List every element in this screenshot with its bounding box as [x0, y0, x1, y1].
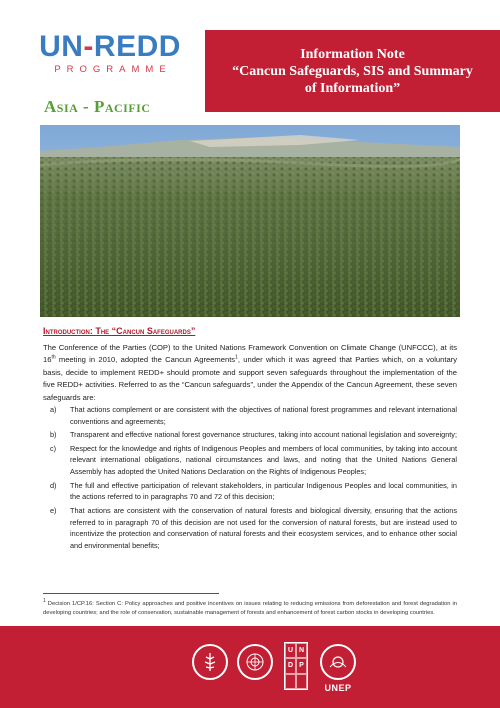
section-heading: Introduction: The “Cancun Safeguards” — [43, 326, 196, 336]
header-line-1: Information Note — [300, 46, 405, 62]
logo-programme: PROGRAMME — [54, 64, 172, 75]
list-item-label: b) — [50, 430, 57, 440]
undp-letter: U — [285, 643, 296, 658]
header-line-2: “Cancun Safeguards, SIS and Summary — [232, 63, 473, 79]
list-item-text: That actions complement or are consistent with the objectives of national forest programmes and relevant international conventions and agreements; — [70, 405, 457, 426]
list-item — [43, 443, 457, 478]
list-item-text: Respect for the knowledge and rights of Indigenous Peoples and members of local communities, by taking into account relevant international obligations, national circumstances and laws, and noting that the United Nations General Assembly has adopted the United Nations Declaration on the Rights of Indigenous Peoples; — [70, 443, 457, 477]
logo-dash: - — [83, 30, 94, 63]
list-item-text: That actions are consistent with the conservation of natural forests and biological diversity, ensuring that the actions referred to in paragraph 70 of this decision are not used for the conversion of natural forests, but are instead used to incentivize the protection and conservation of natural forests and their ecosystem services, and to enhance other social and environmental benefits; — [70, 505, 457, 551]
un-logo — [237, 644, 273, 680]
list-item-text: The full and effective participation of relevant stakeholders, in particular Indigenous Peoples and local communities, in the actions referred to in paragraphs 70 and 72 of this decision; — [70, 480, 457, 502]
intro-text-2: meeting in 2010, adopted the Cancun Agreements — [55, 355, 236, 365]
undp-letter: N — [296, 643, 307, 658]
safeguards-list — [43, 404, 457, 554]
list-item-label: c) — [50, 443, 57, 453]
logo-redd: REDD — [93, 30, 181, 63]
intro-text-3: , under which it was agreed that Parties which, on a voluntary basis, decide to implement REDD+ should promote and support seven safeguards throughout the implementation of the five REDD+ activities. Referred to as the “Cancun safeguards”, under the Appendix of the Cancun Agreement, these seven safeguards are: — [43, 355, 457, 402]
unep-label: UNEP — [324, 683, 352, 693]
list-item-text: Transparent and effective national forest governance structures, taking into account national legislation and sovereignty; — [70, 430, 457, 440]
header-line-3: of Information” — [304, 80, 401, 96]
undp-letter: D — [285, 658, 296, 673]
footnote-text: Decision 1/CP.16: Section C: Policy approaches and positive incentives on issues relating to reducing emissions from deforestation and forest degradation in developing countries; and the role of conservation, sustainable management of forests and enhancement of forest carbon stocks in developing countries. — [43, 601, 457, 617]
intro-paragraph — [43, 342, 457, 404]
undp-emblem-icon — [284, 642, 308, 690]
fao-logo — [192, 644, 228, 680]
intro-sup-th: th — [51, 354, 56, 361]
footer-banner — [0, 626, 500, 708]
footnote — [43, 600, 457, 619]
footnote-number: 1 — [43, 598, 46, 605]
header-banner — [205, 30, 500, 112]
logo-un: UN — [39, 30, 84, 63]
list-item-label: a) — [50, 405, 57, 414]
footnote-ref: 1 — [235, 354, 238, 361]
list-item — [43, 429, 457, 441]
unep-emblem-icon — [320, 644, 356, 680]
undp-letter: P — [296, 658, 307, 673]
list-item-label: d) — [50, 480, 57, 490]
intro-text-1: The Conference of the Parties (COP) to the United Nations Framework Convention on Climate Change (UNFCCC), at its 16 — [43, 343, 457, 365]
logo-wordmark — [30, 32, 190, 62]
list-item — [43, 505, 457, 552]
region-title: Asia - Pacific — [44, 97, 151, 116]
footnote-divider — [43, 593, 219, 594]
undp-logo — [284, 642, 308, 690]
unep-logo — [320, 644, 356, 693]
list-item-label: e) — [50, 505, 57, 515]
forest-landscape-photo — [40, 125, 460, 317]
un-redd-logo — [30, 32, 190, 75]
list-item — [43, 404, 457, 428]
list-item — [43, 480, 457, 504]
un-emblem-icon — [237, 644, 273, 680]
fao-emblem-icon — [192, 644, 228, 680]
